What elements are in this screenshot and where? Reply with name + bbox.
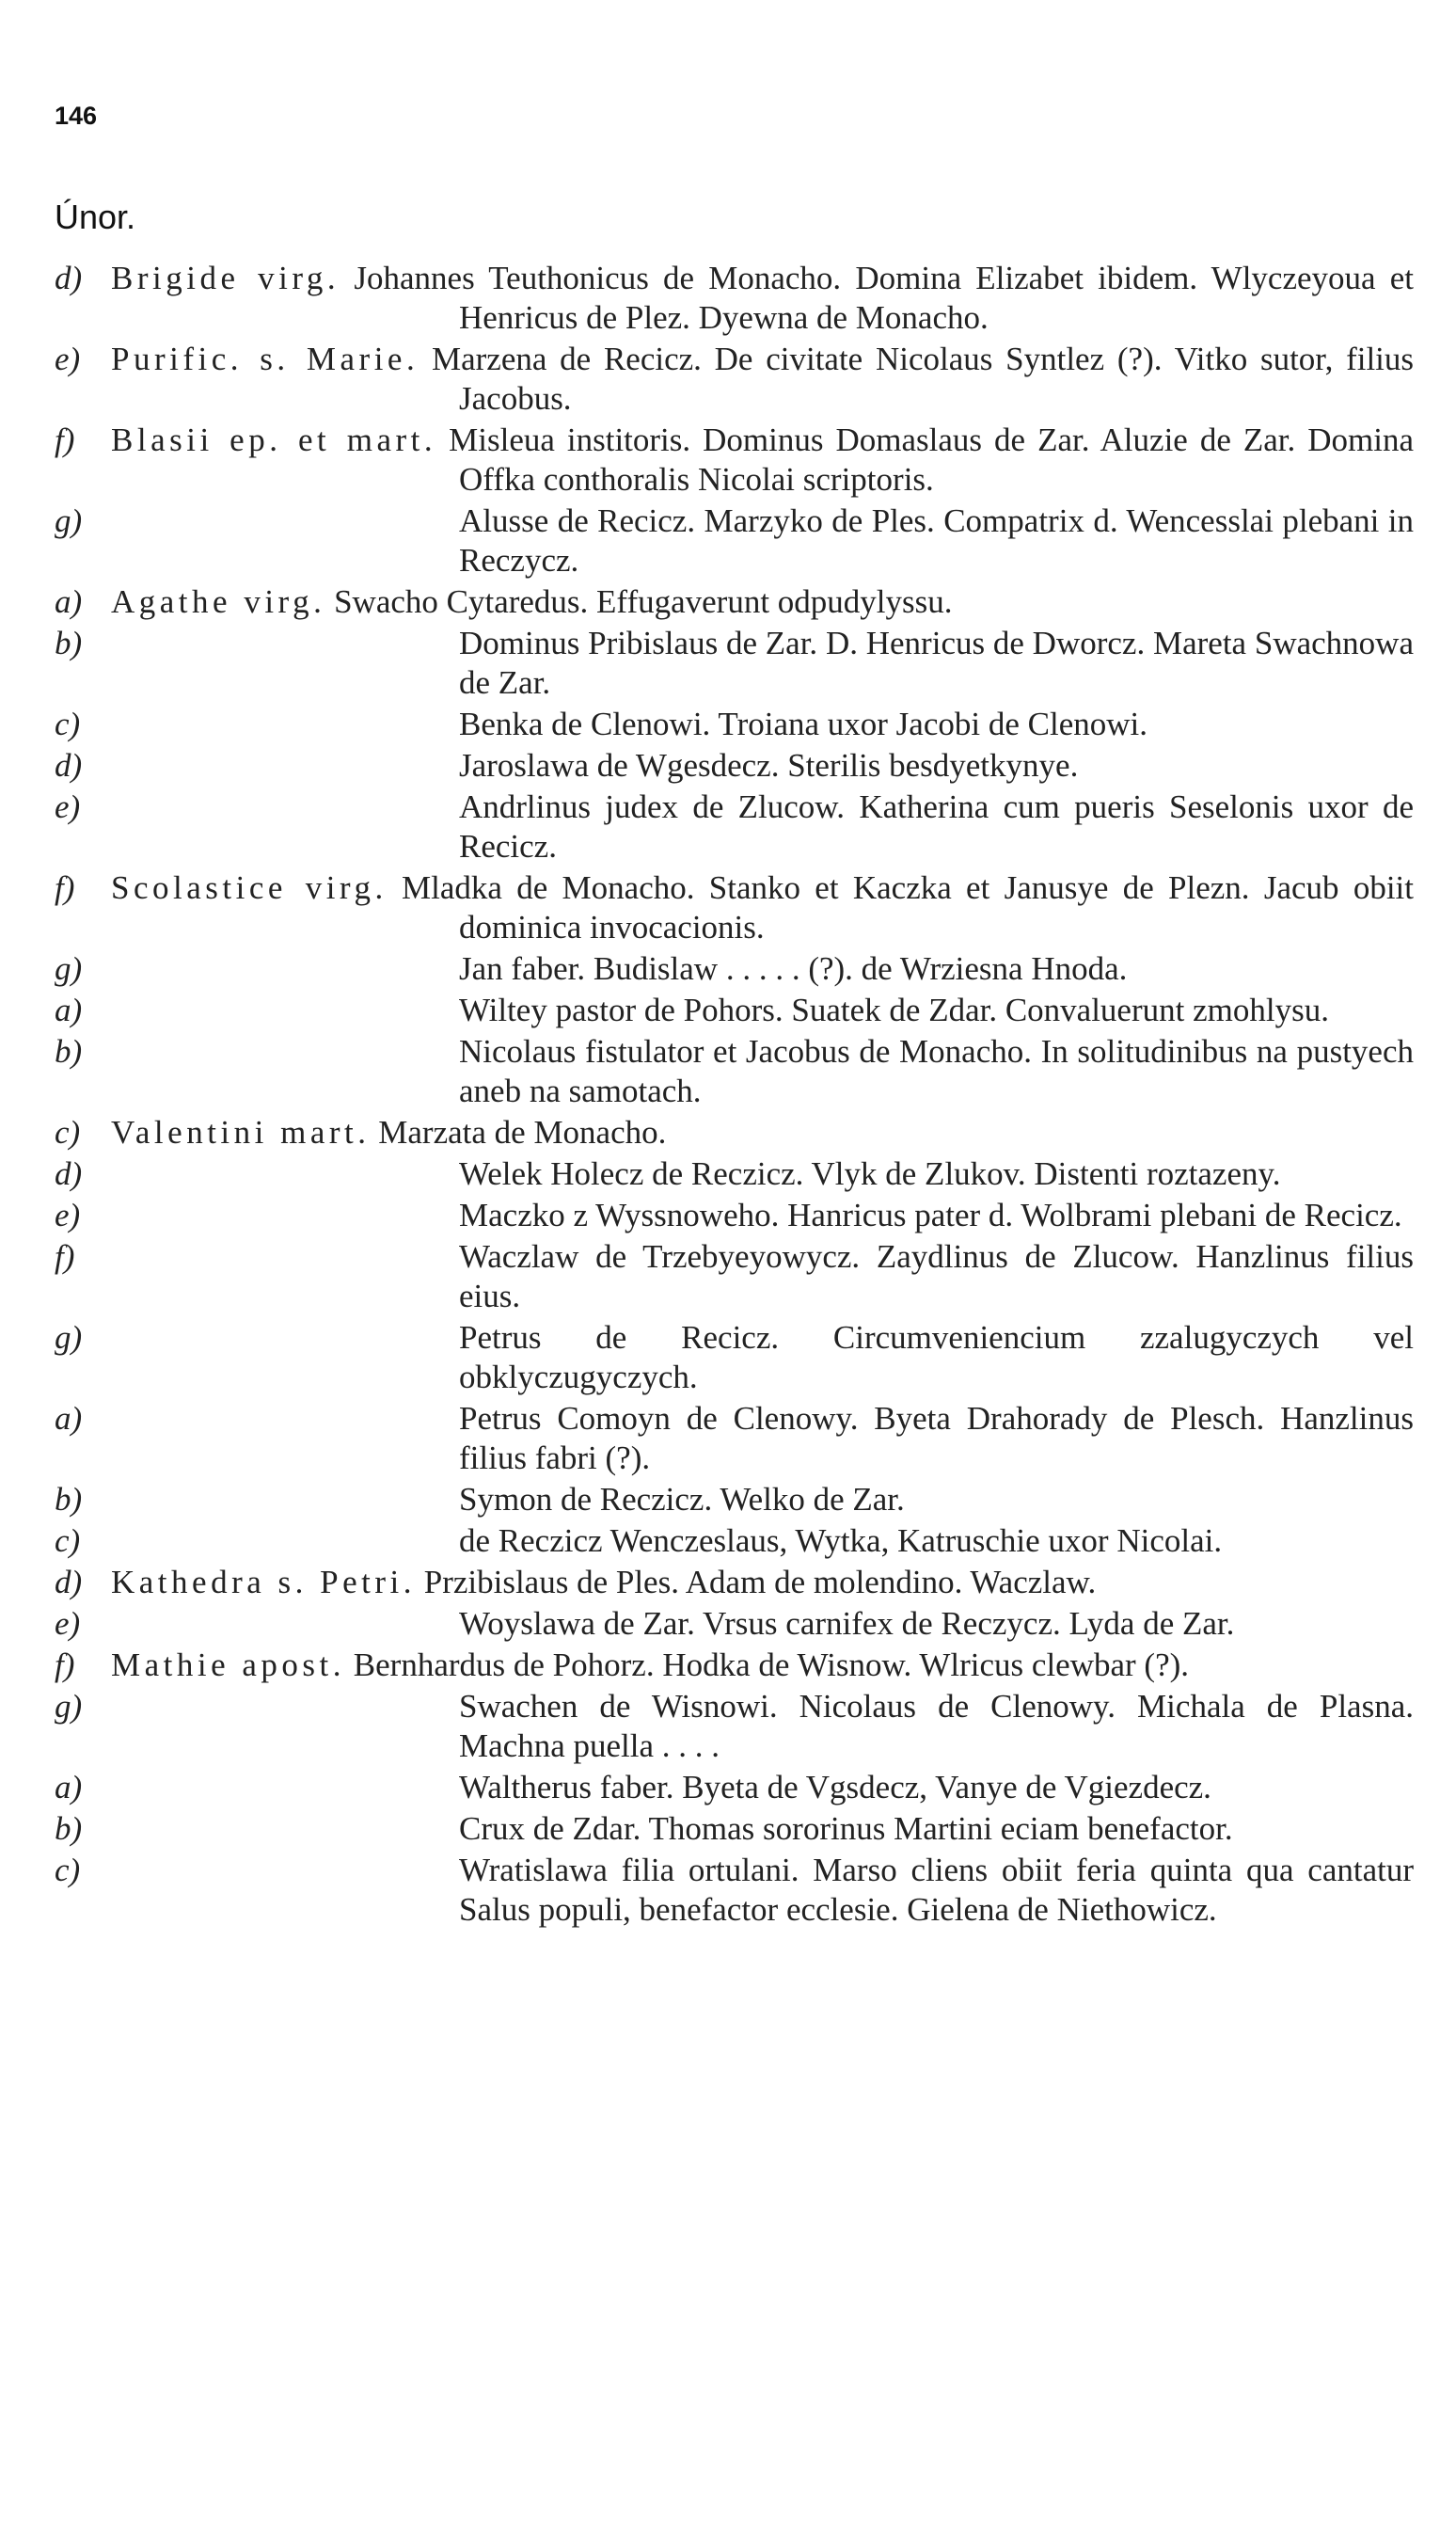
day-letter: a) — [55, 1400, 83, 1437]
calendar-entry — [55, 1318, 1414, 1397]
entry-body — [111, 582, 1414, 622]
entry-text: Nicolaus fistulator et Jacobus de Monacho. In solitudinibus na pustyech aneb na samotach. — [459, 1033, 1414, 1109]
entry-text: Jan faber. Budislaw . . . . . (?). de Wrziesna Hnoda. — [459, 950, 1128, 987]
calendar-entry — [55, 787, 1414, 867]
entry-body — [111, 991, 1414, 1030]
day-letter: a) — [55, 583, 83, 620]
day-letter: e) — [55, 341, 81, 377]
entry-text: Benka de Clenowi. Troiana uxor Jacobi de Clenowi. — [459, 706, 1147, 742]
entry-body — [111, 501, 1414, 581]
calendar-entry — [55, 949, 1414, 989]
calendar-entry — [55, 421, 1414, 500]
entry-body — [111, 1399, 1414, 1478]
feast-name: Valentini mart. — [111, 1114, 371, 1151]
entry-text: Symon de Reczicz. Welko de Zar. — [459, 1481, 905, 1518]
entry-text: Marzata de Monacho. — [378, 1114, 667, 1151]
day-letter: b) — [55, 1481, 83, 1518]
entry-text: Waltherus faber. Byeta de Vgsdecz, Vanye de Vgiezdecz. — [459, 1769, 1211, 1805]
feast-name: Scolastice virg. — [111, 869, 388, 906]
entry-text: Przibislaus de Ples. Adam de molendino. Waczlaw. — [423, 1564, 1097, 1600]
calendar-entry — [55, 1563, 1414, 1602]
day-letter: a) — [55, 992, 83, 1028]
feast-name: Agathe virg. — [111, 583, 326, 620]
entry-text: Bernhardus de Pohorz. Hodka de Wisnow. Wlricus clewbar (?). — [353, 1646, 1190, 1683]
entry-text: Waczlaw de Trzebyeyowycz. Zaydlinus de Zlucow. Hanzlinus filius eius. — [459, 1238, 1414, 1314]
day-letter: c) — [55, 1522, 81, 1559]
calendar-entry — [55, 1687, 1414, 1766]
day-letter: e) — [55, 788, 81, 825]
entry-text: Dominus Pribislaus de Zar. D. Henricus de Dworcz. Mareta Swachnowa de Zar. — [459, 625, 1414, 701]
calendar-entry — [55, 501, 1414, 581]
calendar-entry — [55, 868, 1414, 947]
calendar-entry — [55, 1154, 1414, 1194]
calendar-entry — [55, 1851, 1414, 1930]
day-letter: d) — [55, 1564, 83, 1600]
entry-text: Andrlinus judex de Zlucow. Katherina cum pueris Seselonis uxor de Recicz. — [459, 788, 1414, 865]
entry-text: Swachen de Wisnowi. Nicolaus de Clenowy. Michala de Plasna. Machna puella . . . . — [459, 1688, 1414, 1764]
entry-text: Maczko z Wyssnoweho. Hanricus pater d. Wolbrami plebani de Recicz. — [459, 1197, 1402, 1233]
entry-text: Marzena de Recicz. De civitate Nicolaus Syntlez (?). Vitko sutor, filius Jacobus. — [431, 341, 1415, 417]
day-letter: c) — [55, 1852, 81, 1888]
entry-text: Woyslawa de Zar. Vrsus carnifex de Reczycz. Lyda de Zar. — [459, 1605, 1235, 1642]
calendar-entry — [55, 1480, 1414, 1519]
day-letter: b) — [55, 1810, 83, 1847]
entry-body — [111, 949, 1414, 989]
calendar-entry — [55, 1399, 1414, 1478]
entry-body — [111, 1237, 1414, 1316]
entry-text: Johannes Teuthonicus de Monacho. Domina Elizabet ibidem. Wlyczeyoua et Henricus de Plez. Dyewna de Monacho. — [354, 260, 1415, 336]
day-letter: d) — [55, 747, 83, 784]
entry-body — [111, 1113, 1414, 1153]
entry-body — [111, 340, 1414, 419]
entry-body — [111, 1687, 1414, 1766]
entry-body — [111, 705, 1414, 744]
calendar-entry — [55, 624, 1414, 703]
day-letter: e) — [55, 1197, 81, 1233]
feast-name: Blasii ep. et mart. — [111, 422, 437, 458]
entry-body — [111, 1768, 1414, 1807]
entry-body — [111, 1521, 1414, 1561]
day-letter: f) — [55, 422, 75, 458]
day-letter: b) — [55, 625, 83, 661]
day-letter: c) — [55, 1114, 81, 1151]
entry-body — [111, 1604, 1414, 1644]
calendar-entry — [55, 1032, 1414, 1111]
entry-text: Welek Holecz de Reczicz. Vlyk de Zlukov. Distenti roztazeny. — [459, 1155, 1281, 1192]
feast-name: Purific. s. Marie. — [111, 341, 419, 377]
calendar-entry — [55, 991, 1414, 1030]
calendar-entry — [55, 1646, 1414, 1685]
entry-body — [111, 1196, 1414, 1235]
entry-text: de Reczicz Wenczeslaus, Wytka, Katruschie uxor Nicolai. — [459, 1522, 1223, 1559]
entry-text: Jaroslawa de Wgesdecz. Sterilis besdyetkynye. — [459, 747, 1079, 784]
entry-text: Swacho Cytaredus. Effugaverunt odpudylyssu. — [334, 583, 953, 620]
entry-text: Mladka de Monacho. Stanko et Kaczka et Janusye de Plezn. Jacub obiit dominica invocacionis. — [402, 869, 1415, 946]
calendar-entry — [55, 1809, 1414, 1849]
entry-body — [111, 1809, 1414, 1849]
calendar-entry — [55, 1196, 1414, 1235]
entry-text: Crux de Zdar. Thomas sororinus Martini eciam benefactor. — [459, 1810, 1233, 1847]
day-letter: g) — [55, 1688, 83, 1725]
day-letter: a) — [55, 1769, 83, 1805]
entry-body — [111, 1851, 1414, 1930]
entry-body — [111, 787, 1414, 867]
day-letter: f) — [55, 1646, 75, 1683]
entry-text: Alusse de Recicz. Marzyko de Ples. Compatrix d. Wencesslai plebani in Reczycz. — [459, 502, 1414, 579]
day-letter: c) — [55, 706, 81, 742]
entry-body — [111, 421, 1414, 500]
day-letter: f) — [55, 869, 75, 906]
day-letter: g) — [55, 502, 83, 539]
entry-text: Wratislawa filia ortulani. Marso cliens obiit feria quinta qua cantatur Salus populi, benefactor ecclesie. Gielena de Niethowicz. — [459, 1852, 1414, 1928]
page-number: 146 — [55, 102, 98, 130]
calendar-entry — [55, 746, 1414, 786]
entry-text: Petrus Comoyn de Clenowy. Byeta Drahorady de Plesch. Hanzlinus filius fabri (?). — [459, 1400, 1414, 1476]
day-letter: f) — [55, 1238, 75, 1275]
day-letter: d) — [55, 1155, 83, 1192]
entry-body — [111, 1032, 1414, 1111]
calendar-entries — [55, 259, 1414, 1932]
entry-body — [111, 1480, 1414, 1519]
calendar-entry — [55, 1237, 1414, 1316]
calendar-entry — [55, 705, 1414, 744]
feast-name: Mathie apost. — [111, 1646, 346, 1683]
day-letter: e) — [55, 1605, 81, 1642]
day-letter: g) — [55, 950, 83, 987]
day-letter: g) — [55, 1319, 83, 1356]
entry-body — [111, 1318, 1414, 1397]
entry-body — [111, 624, 1414, 703]
entry-text: Wiltey pastor de Pohors. Suatek de Zdar. Convaluerunt zmohlysu. — [459, 992, 1329, 1028]
calendar-entry — [55, 1768, 1414, 1807]
calendar-entry — [55, 1604, 1414, 1644]
entry-body — [111, 1154, 1414, 1194]
entry-body — [111, 868, 1414, 947]
entry-body — [111, 1563, 1414, 1602]
day-letter: b) — [55, 1033, 83, 1070]
calendar-entry — [55, 1113, 1414, 1153]
entry-body — [111, 746, 1414, 786]
feast-name: Brigide virg. — [111, 260, 340, 296]
month-heading: Únor. — [55, 198, 136, 236]
calendar-entry — [55, 259, 1414, 338]
calendar-entry — [55, 582, 1414, 622]
calendar-entry — [55, 340, 1414, 419]
calendar-entry — [55, 1521, 1414, 1561]
feast-name: Kathedra s. Petri. — [111, 1564, 416, 1600]
entry-body — [111, 259, 1414, 338]
entry-text: Misleua institoris. Dominus Domaslaus de Zar. Aluzie de Zar. Domina Offka conthoralis Nicolai scriptoris. — [449, 422, 1415, 498]
day-letter: d) — [55, 260, 83, 296]
entry-text: Petrus de Recicz. Circumveniencium zzalugyczych vel obklyczugyczych. — [459, 1319, 1414, 1395]
entry-body — [111, 1646, 1414, 1685]
